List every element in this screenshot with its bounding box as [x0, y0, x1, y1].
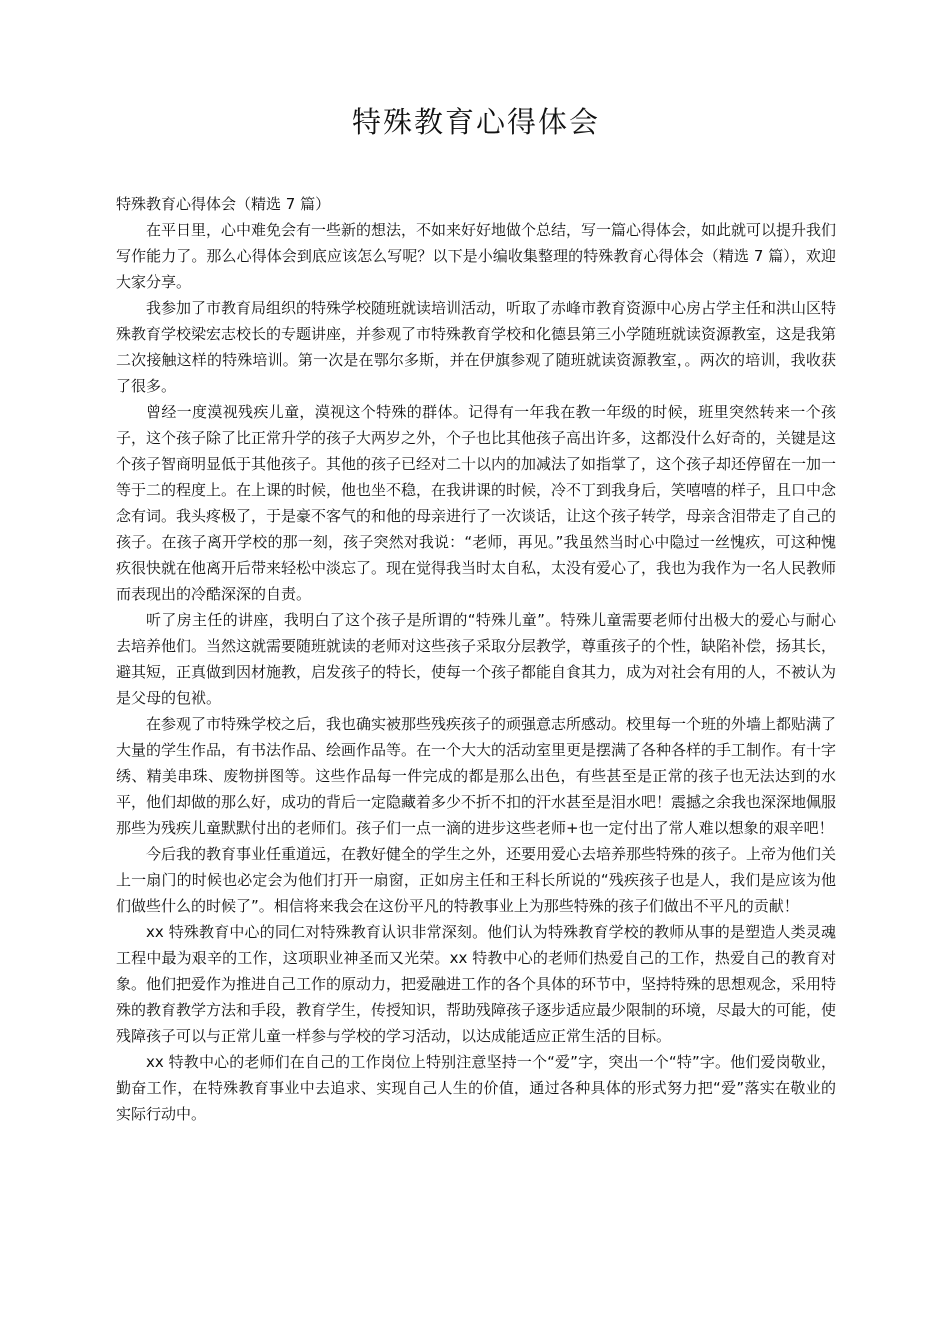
document-subtitle: 特殊教育心得体会（精选 7 篇）	[116, 195, 331, 213]
paragraph-visit: 在参观了市特殊学校之后，我也确实被那些残疾孩子的顽强意志所感动。校里每一个班的外墙上都贴满了大量的学生作品，有书法作品、绘画作品等。在一个大大的活动室里更是摆满了各种各样的手工制作。有十字绣、精美串珠、废物拼图等。这些作品每一件完成的都是那么出色，有些甚至是正常的孩子也无法达到的水平，他们却做的那么好，成功的背后一定隐藏着多少不折不扣的汗水甚至是泪水吧！震撼之余我也深深地佩服那些为残疾儿童默默付出的老师们。孩子们一点一滴的进步这些老师+也一定付出了常人难以想象的艰辛吧！	[116, 715, 837, 837]
paragraph-future: 今后我的教育事业任重道远，在教好健全的学生之外，还要用爱心去培养那些特殊的孩子。上帝为他们关上一扇门的时候也必定会为他们打开一扇窗，正如房主任和王科长所说的“残疾孩子也是人，我们是应该为他们做些什么的时候了”。相信将来我会在这份平凡的特教事业上为那些特殊的孩子们做出不平凡的贡献！	[116, 845, 837, 915]
paragraph-memory: 曾经一度漠视残疾儿童，漠视这个特殊的群体。记得有一年我在教一年级的时候，班里突然转来一个孩子，这个孩子除了比正常升学的孩子大两岁之外，个子也比其他孩子高出许多，这都没什么好奇的，关键是这个孩子智商明显低于其他孩子。其他的孩子已经对二十以内的加减法了如指掌了，这个孩子却还停留在一加一等于二的程度上。在上课的时候，他也坐不稳，在我讲课的时候，冷不丁到我身后，笑嘻嘻的样子，且口中念念有词。我头疼极了，于是豪不客气的和他的母亲进行了一次谈话，让这个孩子转学，母亲含泪带走了自己的孩子。在孩子离开学校的那一刻，孩子突然对我说：“老师，再见。”我虽然当时心中隐过一丝愧疚，可这种愧疚很快就在他离开后带来轻松中淡忘了。现在觉得我当时太自私，太没有爱心了，我也为我作为一名人民教师而表现出的冷酷深深的自责。	[116, 403, 837, 603]
document-title: 特殊教育心得体会	[351, 105, 600, 139]
paragraph-training: 我参加了市教育局组织的特殊学校随班就读培训活动，听取了赤峰市教育资源中心房占学主任和洪山区特殊教育学校梁宏志校长的专题讲座，并参观了市特殊教育学校和化德县第三小学随班就读资源教室，这是我第二次接触这样的特殊培训。第一次是在鄂尔多斯，并在伊旗参观了随班就读资源教室，。两次的培训，我收获了很多。	[116, 299, 837, 395]
paragraph-love: xx 特教中心的老师们在自己的工作岗位上特别注意坚持一个“爱”字，突出一个“特”字。他们爱岗敬业，勤奋工作，在特殊教育事业中去追求、实现自己人生的价值，通过各种具体的形式努力把“爱”落实在敬业的实际行动中。	[116, 1053, 836, 1123]
paragraph-lecture: 听了房主任的讲座，我明白了这个孩子是所谓的“特殊儿童”。特殊儿童需要老师付出极大的爱心与耐心去培养他们。当然这就需要随班就读的老师对这些孩子采取分层教学，尊重孩子的个性，缺陷补偿，扬其长，避其短，正真做到因材施教，启发孩子的特长，使每一个孩子都能自食其力，成为对社会有用的人，不被认为是父母的包袱。	[116, 611, 837, 707]
paragraph-center-staff: xx 特殊教育中心的同仁对特殊教育认识非常深刻。他们认为特殊教育学校的教师从事的是塑造人类灵魂工程中最为艰辛的工作，这项职业神圣而又光荣。xx 特教中心的老师们热爱自己的工作，热爱自己的教育对象。他们把爱作为推进自己工作的原动力，把爱融进工作的各个具体的环节中，坚持特殊的思想观念，采用特殊的教育教学方法和手段，教育学生，传授知识，帮助残障孩子逐步适应最少限制的环境，尽最大的可能，使残障孩子可以与正常儿童一样参与学校的学习活动，以达成能适应正常生活的目标。	[116, 923, 837, 1045]
paragraph-intro: 在平日里，心中难免会有一些新的想法，不如来好好地做个总结，写一篇心得体会，如此就可以提升我们写作能力了。那么心得体会到底应该怎么写呢？以下是小编收集整理的特殊教育心得体会（精选 7 篇），欢迎大家分享。	[116, 221, 837, 291]
document-page	[116, 100, 836, 1127]
